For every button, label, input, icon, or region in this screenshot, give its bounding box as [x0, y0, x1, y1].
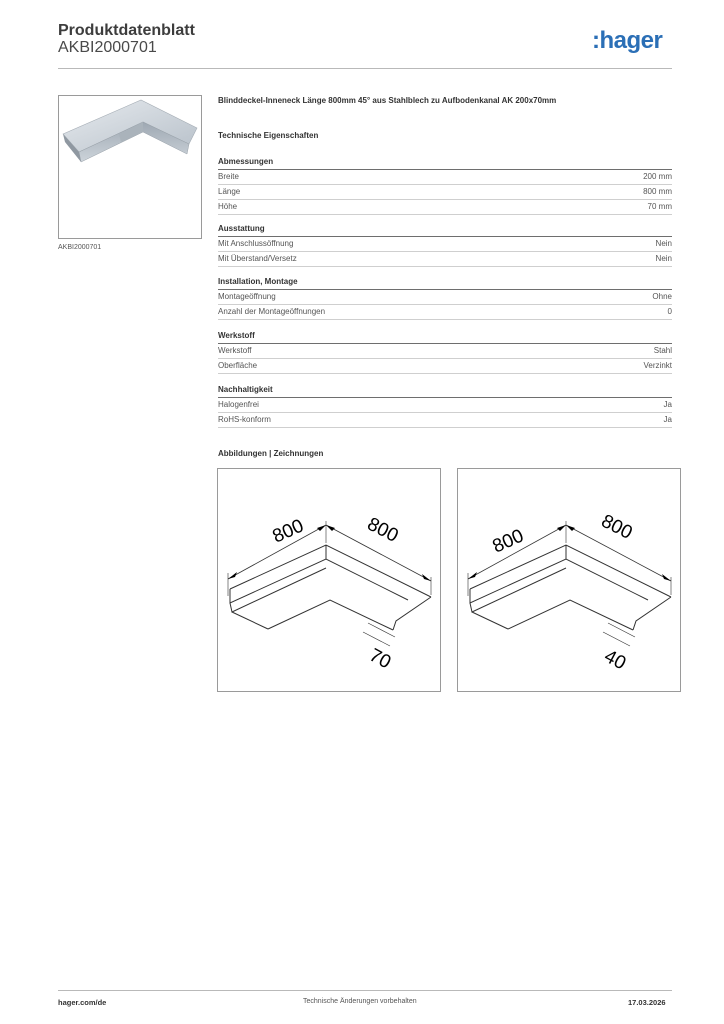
spec-label: RoHS-konform — [218, 415, 271, 424]
technical-drawing-left — [217, 468, 441, 692]
spec-label: Länge — [218, 187, 241, 196]
spec-value: Ja — [663, 415, 672, 424]
drawing-left-svg — [218, 469, 440, 691]
hager-logo — [592, 26, 676, 56]
spec-group-sustainability — [218, 383, 672, 428]
spec-value: 200 mm — [643, 172, 672, 181]
dimension-label: 800 — [597, 510, 636, 544]
product-photo-icon — [59, 96, 201, 238]
dimension-label: 800 — [269, 515, 307, 548]
spec-row — [218, 305, 672, 320]
document-title: Produktdatenblatt — [58, 22, 195, 39]
spec-group-installation — [218, 275, 672, 320]
footer-website-link[interactable]: hager.com/de — [58, 998, 107, 1007]
technical-heading: Technische Eigenschaften — [218, 131, 319, 140]
spec-row — [218, 398, 672, 413]
spec-row — [218, 344, 672, 359]
spec-label: Mit Anschlussöffnung — [218, 239, 294, 248]
spec-label: Halogenfrei — [218, 400, 259, 409]
dimension-label: 800 — [489, 525, 527, 558]
group-title: Werkstoff — [218, 329, 672, 344]
spec-row — [218, 200, 672, 215]
footer-notice: Technische Änderungen vorbehalten — [303, 998, 417, 1005]
spec-label: Montageöffnung — [218, 292, 276, 301]
technical-drawing-right — [457, 468, 681, 692]
dimension-label: 800 — [363, 513, 402, 547]
spec-label: Anzahl der Montageöffnungen — [218, 307, 326, 316]
group-title: Installation, Montage — [218, 275, 672, 290]
spec-row — [218, 252, 672, 267]
spec-value: Ohne — [652, 292, 672, 301]
spec-value: Verzinkt — [643, 361, 672, 370]
spec-row — [218, 185, 672, 200]
spec-label: Breite — [218, 172, 239, 181]
group-title: Nachhaltigkeit — [218, 383, 672, 398]
spec-value: 0 — [667, 307, 672, 316]
spec-value: 70 mm — [647, 202, 672, 211]
group-title: Abmessungen — [218, 155, 672, 170]
logo-text: :hager — [592, 27, 663, 54]
group-title: Ausstattung — [218, 222, 672, 237]
spec-value: 800 mm — [643, 187, 672, 196]
spec-value: Stahl — [653, 346, 672, 355]
spec-value: Nein — [655, 254, 672, 263]
spec-value: Nein — [655, 239, 672, 248]
product-code: AKBI2000701 — [58, 39, 157, 56]
spec-label: Mit Überstand/Versetz — [218, 254, 297, 263]
spec-label: Höhe — [218, 202, 238, 211]
header-divider — [58, 68, 672, 69]
spec-value: Ja — [663, 400, 672, 409]
spec-group-equipment — [218, 222, 672, 267]
product-image — [58, 95, 202, 239]
footer-divider — [58, 990, 672, 991]
product-description: Blinddeckel-Inneneck Länge 800mm 45° aus Stahlblech zu Aufbodenkanal AK 200x70mm — [218, 96, 557, 105]
spec-row — [218, 290, 672, 305]
drawing-right-svg — [458, 469, 680, 691]
dimension-label: 70 — [365, 644, 395, 674]
spec-group-material — [218, 329, 672, 374]
drawings-heading: Abbildungen | Zeichnungen — [218, 449, 324, 458]
spec-row — [218, 359, 672, 374]
spec-label: Oberfläche — [218, 361, 258, 370]
image-caption: AKBI2000701 — [58, 244, 102, 251]
footer-date: 17.03.2026 — [628, 998, 666, 1007]
spec-row — [218, 413, 672, 428]
spec-group-dimensions — [218, 155, 672, 215]
dimension-label: 40 — [600, 645, 630, 675]
spec-label: Werkstoff — [218, 346, 252, 355]
spec-row — [218, 170, 672, 185]
spec-row — [218, 237, 672, 252]
